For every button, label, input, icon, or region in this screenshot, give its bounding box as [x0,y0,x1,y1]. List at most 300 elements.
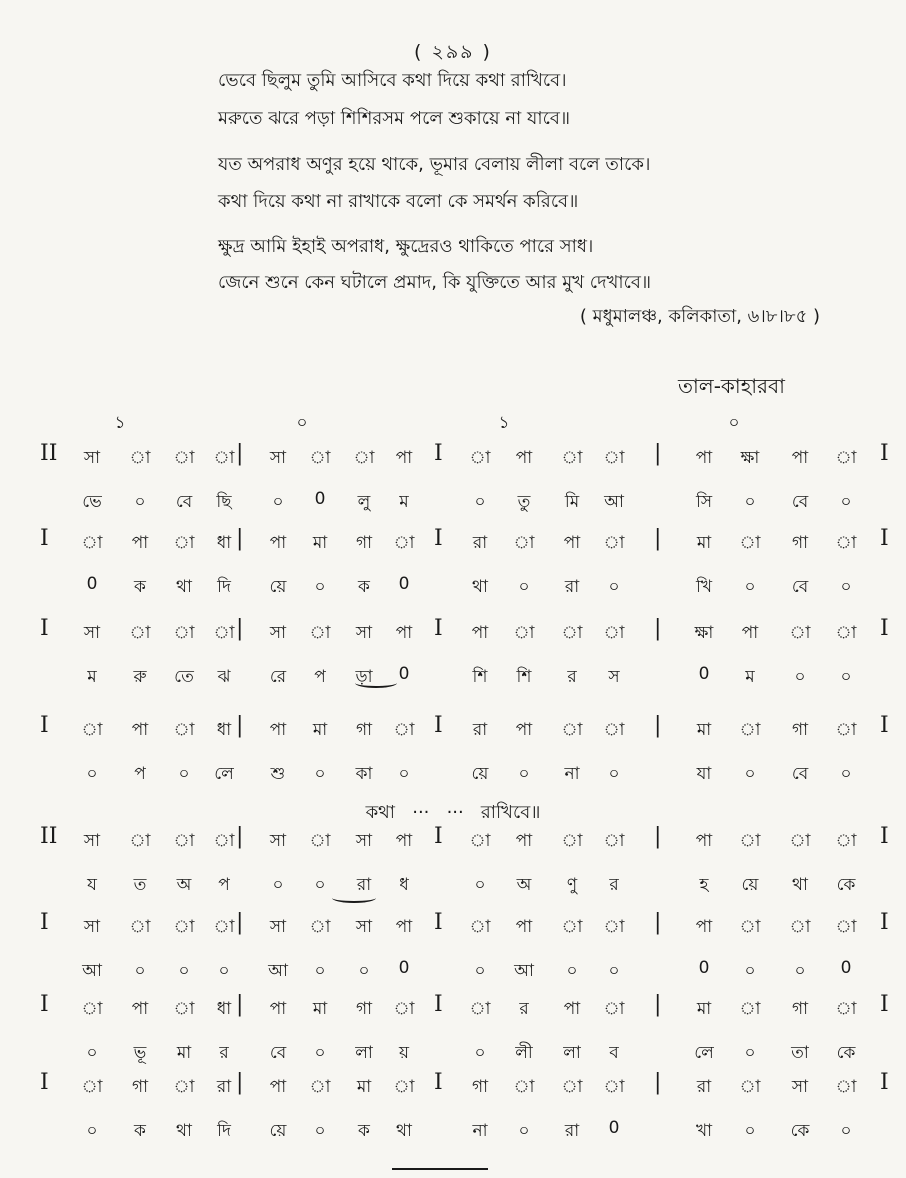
lyric-syllable: ০ [518,577,530,597]
swara-note: া [603,623,625,643]
swara-note: সা [83,448,101,468]
swara-note: া [173,917,195,937]
swara-note: পা [695,448,713,468]
swara-note: া [789,623,811,643]
swara-note: া [739,999,761,1019]
swara-note: া [173,448,195,468]
lyric-syllable: ০ [840,1121,852,1141]
swara-note: া [213,831,235,851]
swara-note: পা [515,720,533,740]
swara-note: া [309,917,331,937]
swara-note: গা [791,720,809,740]
bar-line: | [654,1070,662,1095]
swara-note: পা [791,448,809,468]
swara-note: া [835,448,857,468]
lyric-syllable: থা [792,875,808,895]
lyric-syllable: কে [790,1121,810,1141]
beat-marker: ০ [296,413,308,433]
lyric-syllable: ণু [566,875,578,895]
swara-note: া [81,999,103,1019]
lyric-syllable: ০ [178,764,190,784]
swara-note: া [393,533,415,553]
swara-note: া [309,623,331,643]
lyric-syllable: ০ [272,492,284,512]
lyric-syllable: ০ [474,1043,486,1063]
lyric-syllable: বে [791,577,809,597]
swara-note: পা [395,831,413,851]
swara-note: া [469,831,491,851]
swara-note: া [309,448,331,468]
lyric-syllable: 0 [398,958,410,978]
bar-line: I [434,1070,443,1095]
swara-note: া [393,999,415,1019]
lyric-syllable: থা [396,1121,412,1141]
beat-marker: ১ [498,413,510,433]
swara-note: গা [131,1077,149,1097]
lyric-syllable: রে [269,667,287,687]
lyric-syllable: অ [176,875,192,895]
swara-note: পা [471,623,489,643]
lyric-syllable: খি [695,577,713,597]
lyric-syllable: ০ [86,764,98,784]
lyric-syllable: কে [836,875,856,895]
swara-note: া [603,720,625,740]
bar-line: I [434,824,443,849]
swara-note: া [603,448,625,468]
bar-line: | [654,616,662,641]
lyric-syllable: যা [696,764,712,784]
lyric-syllable: 0 [608,1118,620,1138]
lyric-syllable: ০ [794,667,806,687]
swara-note: া [789,831,811,851]
lyric-syllable: লু [357,492,371,512]
swara-note: া [835,999,857,1019]
bar-line: I [434,526,443,551]
swara-note: া [81,720,103,740]
swara-note: র [519,999,529,1019]
lyric-syllable: য়ে [269,577,287,597]
swara-note: া [129,917,151,937]
swara-note: সা [269,917,287,937]
lyric-syllable: তা [791,1043,809,1063]
swara-note: রা [472,533,488,553]
lyric-syllable: 0 [398,664,410,684]
bar-line: I [40,1070,49,1095]
swara-note: মা [356,1077,372,1097]
swara-note: া [129,831,151,851]
swara-note: মা [312,999,328,1019]
lyric-syllable: ০ [608,577,620,597]
swara-note: া [469,448,491,468]
lyric-syllable: য়ে [471,764,489,784]
lyric-syllable: ০ [134,492,146,512]
bar-line: I [40,713,49,738]
lyric-syllable: না [564,764,580,784]
bar-line: I [434,713,443,738]
swara-note: গা [355,720,373,740]
swara-note: া [173,533,195,553]
bar-line: | [236,1070,244,1095]
beat-marker: ০ [728,413,740,433]
lyric-syllable: র [567,667,577,687]
swara-note: া [739,533,761,553]
bar-line: | [236,910,244,935]
swara-note: পা [131,999,149,1019]
lyric-syllable: ব [609,1043,619,1063]
bar-line: | [236,616,244,641]
lyric-syllable: ০ [86,1121,98,1141]
lyric-syllable: ০ [474,961,486,981]
swara-note: পা [131,533,149,553]
swara-note: ক্ষা [694,623,714,643]
lyric-syllable: খা [695,1121,713,1141]
lyric-syllable: শি [472,667,488,687]
lyric-syllable: 0 [86,574,98,594]
lyric-syllable: দি [217,577,231,597]
swara-note: া [561,1077,583,1097]
lyric-syllable: ম [399,492,409,512]
verse-line: কথা দিয়ে কথা না রাখাকে বলো কে সমর্থন করিবে॥ [218,191,579,212]
swara-note: পা [131,720,149,740]
swara-note: সা [355,917,373,937]
lyric-syllable: ০ [840,764,852,784]
swara-note: া [561,623,583,643]
lyric-syllable: 0 [840,958,852,978]
bar-line: I [434,992,443,1017]
lyric-syllable: ০ [398,764,410,784]
bar-line: I [880,526,889,551]
bar-line: | [654,441,662,466]
swara-note: পা [269,533,287,553]
lyric-syllable: ড়া [355,667,373,687]
bar-line: II [40,824,58,849]
swara-note: া [835,533,857,553]
swara-note: া [739,831,761,851]
swara-note: া [603,533,625,553]
lyric-syllable: বে [175,492,193,512]
lyric-syllable: ০ [744,764,756,784]
lyric-syllable: ০ [314,875,326,895]
swara-note: পা [563,999,581,1019]
lyric-syllable: শি [516,667,532,687]
lyric-syllable: ০ [744,1121,756,1141]
swara-note: া [789,917,811,937]
lyric-syllable: ম [87,667,97,687]
swara-note: পা [395,623,413,643]
swara-note: রা [696,1077,712,1097]
lyric-syllable: বে [791,492,809,512]
refrain-ellipsis: ··· [446,802,464,823]
swara-note: া [173,720,195,740]
bar-line: | [654,526,662,551]
lyric-syllable: ক [358,1121,370,1141]
swara-note: া [835,1077,857,1097]
lyric-syllable: র [219,1043,229,1063]
bar-line: | [654,910,662,935]
bar-line: I [434,910,443,935]
swara-note: া [513,623,535,643]
lyric-syllable: ০ [314,1043,326,1063]
swara-note: রা [472,720,488,740]
lyric-syllable: রা [564,577,580,597]
bar-line: | [236,824,244,849]
lyric-syllable: থা [176,1121,192,1141]
swara-note: া [81,1077,103,1097]
swara-note: পা [695,917,713,937]
lyric-syllable: ত [133,875,147,895]
swara-note: সা [83,917,101,937]
swara-note: া [469,999,491,1019]
lyric-syllable: ০ [840,667,852,687]
swara-note: া [561,917,583,937]
swara-note: া [129,623,151,643]
bar-line: | [654,824,662,849]
lyric-syllable: য়ে [741,875,759,895]
swara-note: মা [312,533,328,553]
lyric-syllable: ছি [216,492,232,512]
lyric-syllable: ০ [744,577,756,597]
bar-line: I [880,713,889,738]
swara-note: রা [216,1077,232,1097]
swara-note: গা [791,533,809,553]
swara-note: া [835,917,857,937]
swara-note: ধা [216,533,232,553]
swara-note: সা [269,831,287,851]
swara-note: া [469,917,491,937]
lyric-syllable: 0 [314,489,326,509]
swara-note: গা [791,999,809,1019]
lyric-syllable: লা [563,1043,581,1063]
bar-line: I [434,441,443,466]
verse-line: যত অপরাধ অণুর হয়ে থাকে, ভূমার বেলায় লীলা বলে তাকে। [218,154,651,175]
lyric-syllable: বে [791,764,809,784]
verse-line: মরুতে ঝরে পড়া শিশিরসম পলে শুকায়ে না যাবে॥ [218,108,571,129]
lyric-syllable: ভূ [133,1043,147,1063]
lyric-syllable: ০ [840,492,852,512]
lyric-syllable: ০ [744,1043,756,1063]
swara-note: া [835,623,857,643]
bar-line: I [40,992,49,1017]
lyric-syllable: ০ [134,961,146,981]
bar-line: | [236,992,244,1017]
swara-note: া [561,448,583,468]
swara-note: া [353,448,375,468]
lyric-syllable: থা [176,577,192,597]
bar-line: I [40,526,49,551]
swara-note: ধা [216,720,232,740]
swara-note: া [213,917,235,937]
swara-note: পা [269,720,287,740]
swara-note: মা [312,720,328,740]
lyric-syllable: দি [217,1121,231,1141]
lyric-syllable: ম [745,667,755,687]
swara-note: া [603,1077,625,1097]
refrain-word: রাখিবে॥ [480,802,541,823]
swara-note: সা [355,623,373,643]
swara-note: গা [355,533,373,553]
lyric-syllable: ০ [566,961,578,981]
swara-note: সা [269,623,287,643]
swara-note: ধা [216,999,232,1019]
beat-marker: ১ [114,413,126,433]
verse-line: ভেবে ছিলুম তুমি আসিবে কথা দিয়ে কথা রাখিবে। [218,70,567,91]
lyric-syllable: ০ [218,961,230,981]
swara-note: া [129,448,151,468]
lyric-syllable: ০ [314,1121,326,1141]
lyric-syllable: কা [355,764,373,784]
lyric-syllable: 0 [698,664,710,684]
lyric-syllable: ০ [744,961,756,981]
lyric-syllable: ০ [794,961,806,981]
refrain-ellipsis: ··· [412,802,430,823]
swara-note: া [81,533,103,553]
swara-note: া [561,831,583,851]
lyric-syllable: র [609,875,619,895]
bar-line: I [40,910,49,935]
lyric-syllable: লে [214,764,234,784]
bar-line: I [880,1070,889,1095]
bar-line: I [880,992,889,1017]
swara-note: সা [83,831,101,851]
lyric-syllable: প [314,667,326,687]
swara-note: া [561,720,583,740]
lyric-syllable: ভে [82,492,102,512]
song-number: ( ২৯৯ ) [414,41,492,63]
lyric-syllable: লী [515,1043,533,1063]
lyric-syllable: ০ [518,764,530,784]
bar-line: | [236,713,244,738]
bar-line: I [880,616,889,641]
lyric-syllable: ঝ [217,667,231,687]
taal-label: তাল-কাহারবা [678,374,785,398]
swara-note: া [173,1077,195,1097]
lyric-syllable: আ [514,961,534,981]
lyric-syllable: কে [836,1043,856,1063]
bar-line: I [880,824,889,849]
lyric-syllable: ০ [86,1043,98,1063]
bar-line: I [434,616,443,641]
swara-note: মা [696,720,712,740]
lyric-syllable: লে [694,1043,714,1063]
lyric-syllable: রু [133,667,147,687]
swara-note: া [309,1077,331,1097]
lyric-syllable: স [608,667,620,687]
swara-note: পা [741,623,759,643]
lyric-syllable: 0 [398,574,410,594]
swara-note: মা [696,533,712,553]
swara-note: পা [395,917,413,937]
lyric-syllable: ০ [840,577,852,597]
lyric-syllable: বে [269,1043,287,1063]
lyric-syllable: ক [134,577,146,597]
lyric-syllable: প [134,764,146,784]
bar-line: | [236,526,244,551]
swara-note: া [835,720,857,740]
lyric-syllable: মা [176,1043,192,1063]
lyric-syllable: ০ [744,492,756,512]
lyric-syllable: ধ [399,875,409,895]
lyric-syllable: ০ [608,764,620,784]
swara-note: পা [563,533,581,553]
lyric-syllable: ০ [314,764,326,784]
lyric-syllable: তে [174,667,194,687]
lyric-syllable: ক [358,577,370,597]
swara-note: া [513,533,535,553]
swara-note: পা [695,831,713,851]
swara-note: া [309,831,331,851]
swara-note: া [603,917,625,937]
lyric-syllable: মি [564,492,580,512]
lyric-syllable: লা [355,1043,373,1063]
verse-line: ক্ষুদ্র আমি ইহাই অপরাধ, ক্ষুদ্রেরও থাকিতে পারে সাধ। [218,236,594,257]
lyric-syllable: রা [564,1121,580,1141]
swara-note: া [739,720,761,740]
swara-note: া [835,831,857,851]
lyric-syllable: আ [604,492,624,512]
swara-note: সা [269,448,287,468]
lyric-syllable: রা [356,875,372,895]
swara-note: া [739,917,761,937]
swara-note: া [213,623,235,643]
swara-note: মা [696,999,712,1019]
swara-note: া [393,1077,415,1097]
swara-note: া [603,831,625,851]
swara-note: গা [471,1077,489,1097]
bar-line: | [654,713,662,738]
swara-note: গা [355,999,373,1019]
bar-line: I [880,910,889,935]
lyric-syllable: ক [134,1121,146,1141]
swara-note: পা [515,448,533,468]
lyric-syllable: ০ [314,577,326,597]
swara-note: পা [269,999,287,1019]
swara-note: া [173,999,195,1019]
swara-note: সা [355,831,373,851]
lyric-syllable: ০ [272,875,284,895]
lyric-syllable: ০ [474,875,486,895]
swara-note: পা [515,917,533,937]
swara-note: া [173,623,195,643]
source-citation: ( মধুমালঞ্চ, কলিকাতা, ৬।৮।৮৫ ) [579,306,820,327]
swara-note: পা [395,448,413,468]
lyric-syllable: য়ে [269,1121,287,1141]
lyric-syllable: ০ [314,961,326,981]
bar-line: | [236,441,244,466]
swara-note: া [603,999,625,1019]
lyric-syllable: না [472,1121,488,1141]
bar-line: | [654,992,662,1017]
refrain-word: কথা [365,802,396,823]
lyric-syllable: থা [472,577,488,597]
bar-line: I [880,441,889,466]
lyric-syllable: ০ [518,1121,530,1141]
swara-note: ক্ষা [740,448,760,468]
lyric-syllable: অ [516,875,532,895]
lyric-syllable: প [218,875,230,895]
bar-line: II [40,441,58,466]
verse-line: জেনে শুনে কেন ঘটালে প্রমাদ, কি যুক্তিতে আর মুখ দেখাবে॥ [218,272,652,293]
lyric-syllable: য় [398,1043,410,1063]
swara-note: পা [269,1077,287,1097]
lyric-syllable: য [87,875,97,895]
swara-note: সা [791,1077,809,1097]
bar-line: I [40,616,49,641]
swara-note: সা [83,623,101,643]
lyric-syllable: ০ [178,961,190,981]
lyric-syllable: শু [270,764,286,784]
swara-note: া [513,1077,535,1097]
lyric-syllable: সি [695,492,713,512]
